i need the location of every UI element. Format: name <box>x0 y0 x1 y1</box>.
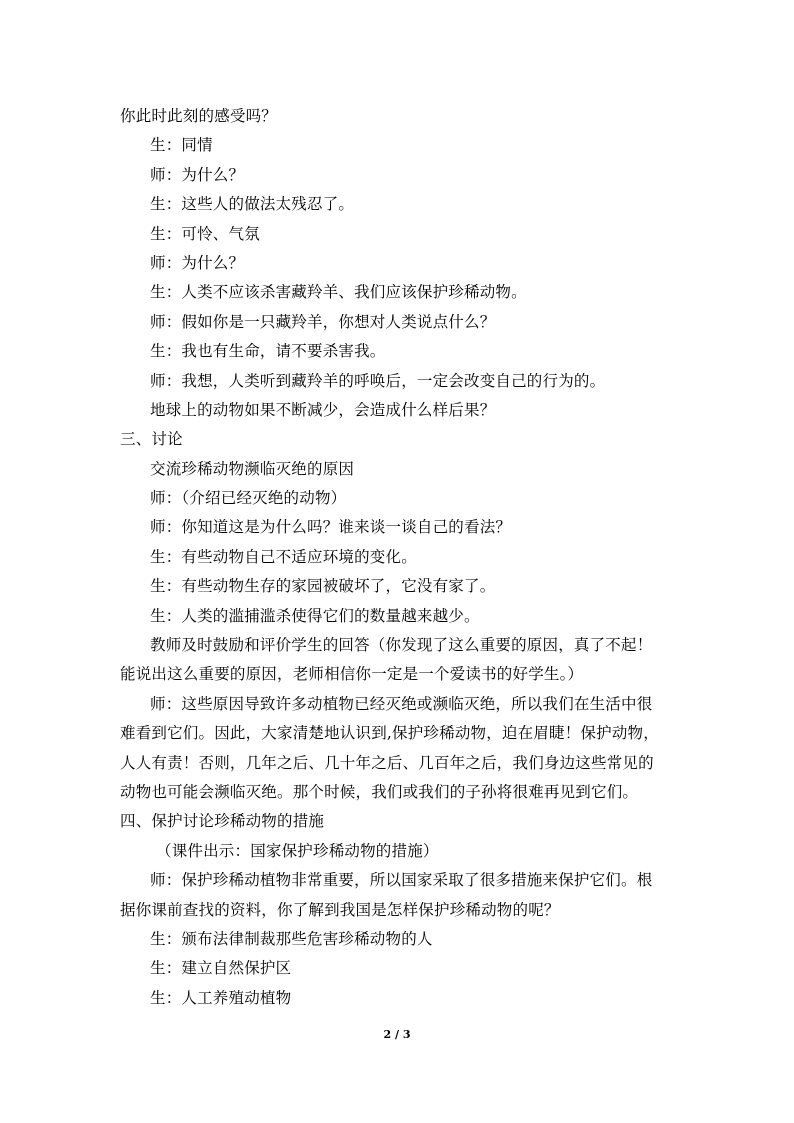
dialogue-line: 师：（介绍已经灭绝的动物） <box>150 489 347 508</box>
text-line: 地球上的动物如果不断减少，会造成什么样后果？ <box>150 400 496 419</box>
dialogue-line: 师：为什么？ <box>150 165 245 184</box>
paragraph-line: 师：保护珍稀动植物非常重要，所以国家采取了很多措施来保护它们。根 <box>150 871 653 890</box>
dialogue-line: 生：有些动物自己不适应环境的变化。 <box>150 547 417 566</box>
dialogue-line: 生：我也有生命，请不要杀害我。 <box>150 342 386 361</box>
paragraph-line: 师：这些原因导致许多动植物已经灭绝或濒临灭绝，所以我们在生活中很 <box>150 694 653 713</box>
text-line: （课件出示：国家保护珍稀动物的措施） <box>156 841 439 860</box>
dialogue-line: 生：这些人的做法太残忍了。 <box>150 195 355 214</box>
paragraph-line: 教师及时鼓励和评价学生的回答（你发现了这么重要的原因，真了不起！ <box>150 636 653 655</box>
dialogue-line: 生：建立自然保护区 <box>150 959 292 978</box>
paragraph-line: 据你课前查找的资料，你了解到我国是怎样保护珍稀动物的呢？ <box>120 900 560 919</box>
dialogue-line: 师：你知道这是为什么吗？谁来谈一谈自己的看法？ <box>150 518 512 537</box>
section-heading-measures: 四、保护讨论珍稀动物的措施 <box>120 812 325 831</box>
dialogue-line: 师：假如你是一只藏羚羊，你想对人类说点什么？ <box>150 312 496 331</box>
dialogue-line: 生：可怜、气氛 <box>150 224 260 243</box>
paragraph-line: 动物也可能会濒临灭绝。那个时候，我们或我们的子孙将很难再见到它们。 <box>120 782 639 801</box>
dialogue-line: 生：颁布法律制裁那些危害珍稀动物的人 <box>150 929 433 948</box>
document-body <box>120 102 680 1013</box>
page-number: 2 / 3 <box>383 1028 411 1041</box>
paragraph-line: 能说出这么重要的原因，老师相信你一定是一个爱读书的好学生。） <box>120 665 584 684</box>
paragraph-line: 难看到它们。因此，大家清楚地认识到,保护珍稀动物，迫在眉睫！保护动物， <box>120 724 659 743</box>
text-line: 你此时此刻的感受吗？ <box>120 107 278 125</box>
dialogue-line: 生：人类不应该杀害藏羚羊、我们应该保护珍稀动物。 <box>150 283 527 302</box>
text-line: 交流珍稀动物濒临灭绝的原因 <box>150 459 355 478</box>
paragraph-line: 人人有责！否则，几年之后、几十年之后、几百年之后，我们身边这些常见的 <box>120 753 654 772</box>
dialogue-line: 生：同情 <box>150 136 213 155</box>
dialogue-line: 生：人工养殖动植物 <box>150 988 292 1007</box>
dialogue-line: 师：为什么？ <box>150 253 245 272</box>
dialogue-line: 师：我想，人类听到藏羚羊的呼唤后，一定会改变自己的行为的。 <box>150 371 606 390</box>
dialogue-line: 生：人类的滥捕滥杀使得它们的数量越来越少。 <box>150 606 480 625</box>
dialogue-line: 生：有些动物生存的家园被破坏了，它没有家了。 <box>150 577 496 596</box>
section-heading-discussion: 三、讨论 <box>120 430 183 449</box>
